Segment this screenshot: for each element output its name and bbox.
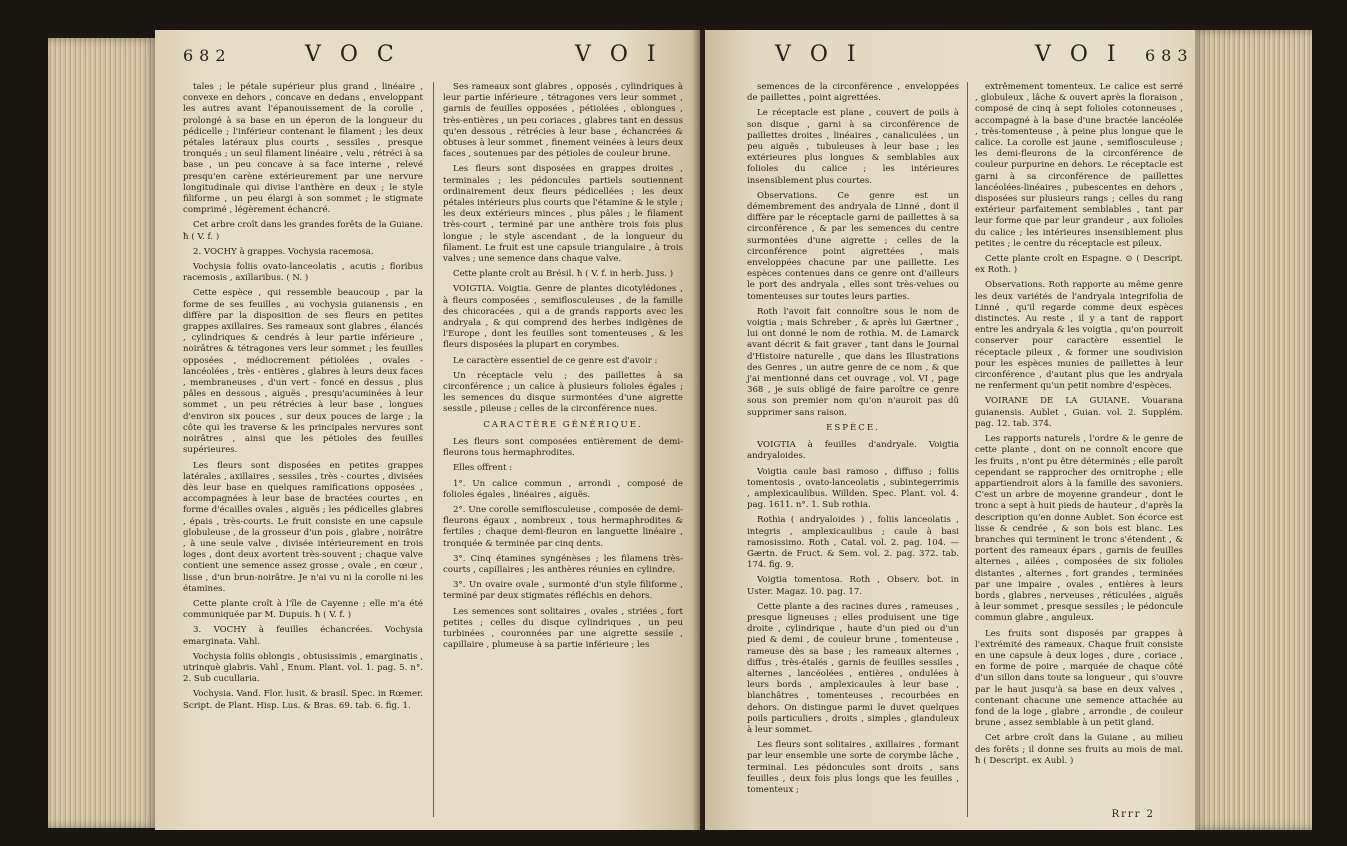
running-head-left: V O C xyxy=(305,42,400,67)
column-rule xyxy=(967,82,968,817)
paragraph: 3°. Un ovaire ovale , surmonté d'un style filiforme , terminé par deux stigmates réfléchis en dehors. xyxy=(443,580,683,602)
left-page xyxy=(155,30,700,830)
paragraph: Roth l'avoit fait connoître sous le nom de voigtia ; mais Schreber , & après lui Gærtner , lui ont donné le nom de rothia. M. de Lamarck avant décrit & fait graver , tant dans le Journal d'Histoire naturelle , que dans les Illustrations des Genres , un autre genre de ce nom , & que j'ai mentionné dans cet ouvrage , vol. VI , page 368 , je suis obligé de faire paroître ce genre sous son premier nom qu'on n'auroit pas dû supprimer sans raison. xyxy=(747,306,959,418)
paragraph: Voigtia caule basi ramoso , diffuso ; foliis tomentosis , ovato-lanceolatis , subintegerrimis , amplexicaulibus. Willden. Spec. Plant. vol. 4. pag. 1611. n°. 1. Sub rothia. xyxy=(747,466,959,511)
paragraph: Le réceptacle est plane , couvert de poils à son disque , garni à sa circonférence de paillettes droites , linéaires , canaliculées , un peu aiguës , tubuleuses à leur base ; les extérieures plus longues & semblables aux folioles du calice ; les intérieures insensiblement plus courtes. xyxy=(747,108,959,186)
right-page xyxy=(705,30,1195,830)
paragraph: 3. VOCHY à feuilles échancrées. Vochysia emarginata. Vahl. xyxy=(183,625,423,647)
page-number: 682 xyxy=(183,46,232,65)
right-column-2 xyxy=(975,82,1183,771)
left-column-1 xyxy=(183,82,423,716)
paragraph: Elles offrent : xyxy=(453,463,513,474)
paragraph: Cette plante croît à l'île de Cayenne ; elle m'a été communiquée par M. Dupuis. ħ ( V. f. ) xyxy=(183,598,423,621)
left-page-edges xyxy=(48,38,158,828)
paragraph: VOIGTIA à feuilles d'andryale. Voigtia andryaloides. xyxy=(747,440,959,462)
right-page-edges xyxy=(1192,30,1312,830)
column-rule xyxy=(433,82,434,817)
paragraph: Cette plante a des racines dures , rameuses , presque ligneuses ; elles produisent une tige droite , cylindrique , haute d'un pied ou d'un pied & demi , de couleur brune , tomenteuse , rameuse dès sa base ; les rameaux alternes , diffus , très-étalés , garnis de feuilles sessiles , alternes , lancéolées , entières , ondulées à leurs bords , amplexicaules à leur base , blanchâtres , tomenteuses , recourbées en dehors. On distingue parmi le duvet quelques poils particuliers , droits , simples , glanduleux à leur sommet. xyxy=(747,601,959,735)
paragraph: Cette espèce , qui ressemble beaucoup , par la forme de ses feuilles , au vochysia guianensis , en diffère par la disposition de ses fleurs en petites grappes axillaires. Ses rameaux sont glabres , élancés , cylindriques & cendrés à leur partie inférieure , noirâtres & tétragones vers leur sommet ; les feuilles opposées , médiocrement pétiolées , ovales - lancéolées , très - entières , glabres à leurs deux faces , membraneuses , d'un vert - foncé en dessus , plus pâles en dessous , aiguës , presqu'acuminées à leur sommet , un peu rétrécies à leur base , longues d'environ six pouces , sur deux pouces de large ; la côte qui les traverse & les principales nervures sont noirâtres , ainsi que les pétioles des feuilles supérieures. xyxy=(183,288,423,456)
paragraph: ESPÈCE. xyxy=(826,422,880,433)
paragraph: Voigtia tomentosa. Roth , Observ. bot. in Uster. Magaz. 10. pag. 17. xyxy=(747,575,959,597)
paragraph: 1°. Un calice commun , arrondi , composé de folioles égales , linéaires , aiguës. xyxy=(443,478,683,500)
paragraph: 2. VOCHY à grappes. Vochysia racemosa. xyxy=(193,246,374,257)
paragraph: semences de la circonférence , enveloppées de paillettes , point aigrettées. xyxy=(747,82,959,104)
paragraph: Le caractère essentiel de ce genre est d'avoir : xyxy=(453,355,658,366)
paragraph: Cet arbre croît dans les grandes forêts de la Guiane. ħ ( V. f. ) xyxy=(183,220,423,242)
paragraph: Les fleurs sont disposées en petites grappes latérales , axillaires , sessiles , très - courtes , divisées dès leur base en quelques ramifications opposées , accompagnées à leur base de bractées courtes , en forme d'écailles ovales , aiguës ; les pédicelles glabres , épais , très-courts. Le fruit consiste en une capsule globuleuse , de la grosseur d'un pois , glabre , noirâtre , à une seule valve , divisée intérieurement en trois loges , dont deux avortent très-souvent ; chaque valve contient une semence assez grosse , ovale , en cœur , lisse , d'un brun-noirâtre. Je n'ai vu ni la corolle ni les étamines. xyxy=(183,460,423,594)
signature-mark: Rrrr 2 xyxy=(1111,809,1155,820)
paragraph: 2°. Une corolle semiflosculeuse , composée de demi-fleurons égaux , nombreux , tous hermaphrodites & fertiles ; chaque demi-fleuron en languette linéaire , tronquée & terminée par cinq dents. xyxy=(443,504,683,549)
paragraph: Ses rameaux sont glabres , opposés , cylindriques à leur partie inférieure , tétragones vers leur sommet , garnis de feuilles opposées , pétiolées , oblongues , très-entières , un peu coriaces , glabres tant en dessus qu'en dessous , rétrécies à leur base , échancrées & obtuses à leur sommet , finement veinées à leurs deux faces , soutenues par des pétioles de couleur brune. xyxy=(443,82,683,160)
paragraph: tales ; le pétale supérieur plus grand , linéaire , convexe en dehors , concave en dedans , enveloppant les autres avant l'épanouissement de la corolle , prolongé à sa base en un éperon de la longueur du pédicelle ; l'inférieur contenant le filament ; les deux pétales latéraux plus courts , sessiles , presque tronqués ; un seul filament linéaire , velu , rétréci à sa base , un peu concave à sa face interne , relevé presqu'en carène extérieurement par une nervure longitudinale qui divise l'anthère en deux ; le style filiforme , un peu élargi à son sommet ; le stigmate comprimé , légèrement échancré. xyxy=(183,82,423,216)
running-head-right: V O I xyxy=(575,42,662,67)
paragraph: VOIRANE DE LA GUIANE. Vouarana guianensis. Aublet , Guian. vol. 2. Supplém. pag. 12. tab. 374. xyxy=(975,396,1183,429)
paragraph: Observations. Ce genre est un démembrement des andryala de Linné , dont il diffère par le réceptacle garni de paillettes à sa circonférence , & par les semences du centre surmontées d'une aigrette ; celles de la circonférence point aigrettées , mais enveloppées chacune par une paillette. Les espèces contenues dans ce genre ont d'ailleurs le port des andryala , elles sont très-velues ou tomenteuses sur toutes leurs parties. xyxy=(747,190,959,302)
paragraph: Cette plante croît en Espagne. ⊙ ( Descript. ex Roth. ) xyxy=(975,254,1183,276)
paragraph: Cette plante croît au Brésil. ħ ( V. f. in herb. Juss. ) xyxy=(453,269,674,280)
running-head-right: V O I xyxy=(1035,42,1122,67)
paragraph: Vochysia foliis ovato-lanceolatis , acutis ; floribus racemosis , axillaribus. ( N. ) xyxy=(183,262,423,284)
paragraph: Les fleurs sont solitaires , axillaires , formant par leur ensemble une sorte de corymbe lâche , terminal. Les pédoncules sont droits , sans feuilles , deux fois plus longs que les feuilles , tomenteux ; xyxy=(747,740,959,795)
page-number: 683 xyxy=(1145,46,1194,65)
paragraph: 3°. Cinq étamines syngénèses ; les filamens très-courts , capillaires ; les anthères réunies en cylindre. xyxy=(443,553,683,575)
paragraph: Les rapports naturels , l'ordre & le genre de cette plante , dont on ne connoît encore que les fruits , n'ont pu être déterminés ; elle paroît cependant se rapprocher des ornitrophe ; elle appartiendroit alors à la famille des savoniers. C'est un arbre de moyenne grandeur , dont le tronc a sept à huit pieds de hauteur , d'après la description qu'en donne Aublet. Son écorce est lisse & cendrée , & son bois est blanc. Les branches qui terminent le tronc s'étendent , & portent des rameaux épars , garnis de feuilles alternes , ailées , composées de six folioles distantes , alternes , fort grandes , terminées par une impaire , ovales , entières à leurs bords , glabres , nerveuses , réticulées , aiguës à leur sommet , presque sessiles ; le pédoncule commun glabre , anguleux. xyxy=(975,434,1183,624)
paragraph: Rothia ( andryaloides ) , foliis lanceolatis , integris , amplexicaulibus ; caule à basi ramosissimo. Roth , Catal. vol. 2. pag. 104. — Gærtn. de Fruct. & Sem. vol. 2. pag. 372. tab. 174. fig. 9. xyxy=(747,515,959,571)
paragraph: VOIGTIA. Voigtia. Genre de plantes dicotylédones , à fleurs composées , semiflosculeuses , de la famille des chicoracées , qui a de grands rapports avec les andryala , & qui comprend des herbes indigènes de l'Europe , dont les feuilles sont tomenteuses , & les fleurs disposées la plupart en corymbes. xyxy=(443,284,683,351)
right-column-1 xyxy=(747,82,959,800)
paragraph: Les fleurs sont disposées en grappes droites , terminales ; les pédoncules partiels soutiennent ordinairement deux fleurs pédicellées ; les deux pétales intérieurs plus courts que l'étamine & le style ; les deux extérieurs minces , plus pâles ; le filament très-court , terminé par une anthère trois fois plus longue ; le style ascendant , de la longueur du filament. Le fruit est une capsule triangulaire , à trois valves ; une semence dans chaque valve. xyxy=(443,164,683,265)
paragraph: Les semences sont solitaires , ovales , striées , fort petites ; celles du disque cylindriques , un peu turbinées , couronnées par une aigrette sessile , capillaire , plumeuse à sa partie inférieure ; les xyxy=(443,606,683,651)
right-running-head xyxy=(705,42,1195,72)
paragraph: Vochysia. Vand. Flor. lusit. & brasil. Spec. in Rœmer. Script. de Plant. Hisp. Lus. & Bras. 69. tab. 6. fig. 1. xyxy=(183,689,423,711)
paragraph: Un réceptacle velu ; des paillettes à sa circonférence ; un calice à plusieurs folioles égales ; les semences du disque surmontées d'une aigrette sessile , pileuse ; celles de la circonférence nues. xyxy=(443,370,683,415)
paragraph: Observations. Roth rapporte au même genre les deux variétés de l'andryala integrifolia de Linné , qu'il regarde comme deux espèces distinctes. Au reste , il y a tant de rapport entre les andryala & les voigtia , qu'on pourroit conserver pour caractère essentiel le réceptacle pileux , & former une soudivision pour les espèces munies de paillettes à leur circonférence , d'autant plus que les andryala ne renferment qu'un petit nombre d'espèces. xyxy=(975,280,1183,392)
left-column-2 xyxy=(443,82,683,655)
paragraph: Vochysia foliis oblongis , obtusissimis , emarginatis , utrinquè glabris. Vahl , Enum. Plant. vol. 1. pag. 5. n°. 2. Sub cucullaria. xyxy=(183,651,423,685)
paragraph: Les fleurs sont composées entièrement de demi-fleurons tous hermaphrodites. xyxy=(443,436,683,459)
paragraph: Les fruits sont disposés par grappes à l'extrémité des rameaux. Chaque fruit consiste en une capsule à deux loges , dure , coriace , en forme de poire , marquée de chaque côté d'un sillon dans toute sa longueur , qui s'ouvre par le haut jusqu'à sa base en deux valves , contenant chacune une semence attachée au fond de la loge , glabre , arrondie , de couleur brune , assez semblable à un petit gland. xyxy=(975,628,1183,729)
paragraph: Cet arbre croît dans la Guiane , au milieu des forêts ; il donne ses fruits au mois de mai. ħ ( Descript. ex Aubl. ) xyxy=(975,733,1183,766)
paragraph: CARACTÈRE GÉNÉRIQUE. xyxy=(483,419,643,430)
paragraph: extrêmement tomenteux. Le calice est serré , globuleux , lâche & ouvert après la floraison , composé de cinq à sept folioles cotonneuses , accompagné à la base d'une bractée lancéolée , très-tomenteuse , à peine plus longue que le calice. La corolle est jaune , semiflosculeuse ; les demi-fleurons de la circonférence de couleur purpurine en dehors. Le réceptacle est garni à sa circonférence de paillettes lancéolées-linéaires , pubescentes en dehors , disposées sur plusieurs rangs ; celles du rang extérieur parfaitement semblables , tant par leur forme que par leur grandeur , aux folioles du calice ; les intérieures insensiblement plus petites ; le centre du réceptacle est pileux. xyxy=(975,82,1183,249)
left-running-head xyxy=(155,42,700,72)
running-head-left: V O I xyxy=(775,42,862,67)
